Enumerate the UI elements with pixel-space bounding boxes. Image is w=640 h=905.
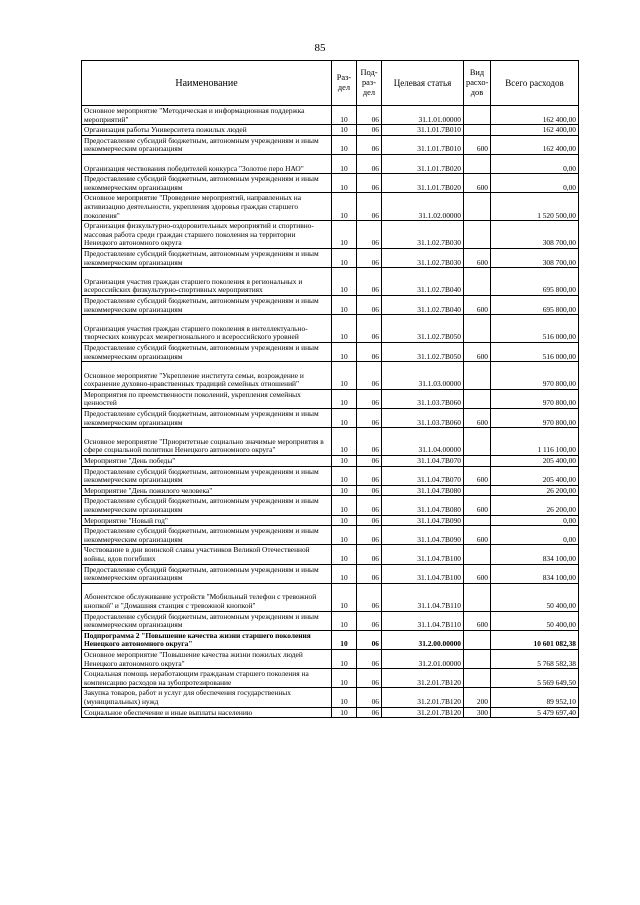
row-razdel: 10 [332,362,357,390]
row-podrazdel: 06 [357,707,382,718]
row-razdel: 10 [332,545,357,564]
row-podrazdel: 06 [357,106,382,125]
row-total: 162 400,00 [491,106,579,125]
table-row [82,496,579,515]
row-podrazdel: 06 [357,125,382,136]
row-name: Предоставление субсидий бюджетным, автономным учреждениям и иным некоммерческим организациям [82,135,332,154]
row-name: Мероприятия по преемственности поколений, укрепления семейных ценностей [82,389,332,408]
row-razdel: 10 [332,564,357,583]
table-row [82,466,579,485]
row-vid [464,630,491,649]
row-total: 834 100,00 [491,564,579,583]
row-razdel: 10 [332,583,357,611]
row-vid [464,456,491,467]
row-podrazdel: 06 [357,649,382,668]
row-vid: 600 [464,611,491,630]
row-razdel: 10 [332,630,357,649]
row-razdel: 10 [332,496,357,515]
row-celevaya: 31.2.00.00000 [382,630,464,649]
table-row [82,428,579,456]
row-vid: 600 [464,174,491,193]
row-celevaya: 31.1.01.7В010 [382,135,464,154]
row-razdel: 10 [332,707,357,718]
row-podrazdel: 06 [357,630,382,649]
row-total: 0,00 [491,515,579,526]
row-podrazdel: 06 [357,545,382,564]
row-total: 162 400,00 [491,135,579,154]
row-vid: 600 [464,248,491,267]
row-name: Основное мероприятие "Приоритетные социально значимые мероприятия в сфере социальной политики Ненецкого автономного округа" [82,428,332,456]
row-vid [464,193,491,221]
row-name: Предоставление субсидий бюджетным, автономным учреждениям и иным некоммерческим организациям [82,564,332,583]
row-total: 0,00 [491,154,579,173]
row-celevaya: 31.1.04.7В070 [382,466,464,485]
row-vid [464,428,491,456]
row-name: Предоставление субсидий бюджетным, автономным учреждениям и иным некоммерческим организациям [82,174,332,193]
row-name: Предоставление субсидий бюджетным, автономным учреждениям и иным некоммерческим организациям [82,526,332,545]
row-podrazdel: 06 [357,362,382,390]
row-vid [464,315,491,343]
table-row [82,362,579,390]
row-total: 10 601 082,38 [491,630,579,649]
row-total: 26 200,00 [491,485,579,496]
table-row [82,389,579,408]
row-razdel: 10 [332,193,357,221]
table-row [82,649,579,668]
row-podrazdel: 06 [357,583,382,611]
row-celevaya: 31.2.01.00000 [382,649,464,668]
row-vid [464,389,491,408]
row-name: Основное мероприятие "Методическая и информационная поддержка мероприятий" [82,106,332,125]
table-row [82,154,579,173]
table-row [82,106,579,125]
row-vid [464,583,491,611]
row-vid: 600 [464,295,491,314]
header-total: Всего расходов [491,61,579,106]
table-row [82,688,579,707]
row-name: Предоставление субсидий бюджетным, автономным учреждениям и иным некоммерческим организациям [82,611,332,630]
row-name: Мероприятие "День пожилого человека" [82,485,332,496]
row-vid [464,649,491,668]
row-name: Организация физкультурно-оздоровительных мероприятий и спортивно-массовая работа среди граждан старшего поколения на территории Ненецкого автономного округа [82,221,332,249]
row-podrazdel: 06 [357,456,382,467]
row-name: Организация работы Университета пожилых людей [82,125,332,136]
row-razdel: 10 [332,315,357,343]
row-total: 205 400,00 [491,456,579,467]
row-razdel: 10 [332,428,357,456]
row-razdel: 10 [332,342,357,361]
page-number: 85 [314,42,326,54]
table-row [82,125,579,136]
table-row [82,583,579,611]
row-vid [464,125,491,136]
row-podrazdel: 06 [357,526,382,545]
expenses-table [81,60,579,718]
row-vid [464,154,491,173]
row-razdel: 10 [332,526,357,545]
row-podrazdel: 06 [357,611,382,630]
row-name: Организация участия граждан старшего поколения в интеллектуально-творческих конкурсах межрегионального и всероссийского уровней [82,315,332,343]
row-podrazdel: 06 [357,466,382,485]
row-celevaya: 31.2.01.7В120 [382,669,464,688]
row-total: 695 800,00 [491,295,579,314]
row-podrazdel: 06 [357,135,382,154]
row-celevaya: 31.1.03.7В060 [382,409,464,428]
header-vid: Вид расхо-дов [464,61,491,106]
row-podrazdel: 06 [357,248,382,267]
row-razdel: 10 [332,248,357,267]
table-row [82,545,579,564]
row-celevaya: 31.1.01.7В020 [382,174,464,193]
row-name: Закупка товаров, работ и услуг для обеспечения государственных (муниципальных) нужд [82,688,332,707]
row-total: 308 700,00 [491,221,579,249]
row-celevaya: 31.1.01.7В020 [382,154,464,173]
row-total: 970 800,00 [491,362,579,390]
row-vid [464,669,491,688]
row-name: Социальное обеспечение и иные выплаты населению [82,707,332,718]
row-celevaya: 31.1.02.7В050 [382,342,464,361]
row-vid [464,268,491,296]
row-total: 970 800,00 [491,409,579,428]
header-razdel: Раз-дел [332,61,357,106]
row-total: 5 479 697,40 [491,707,579,718]
row-razdel: 10 [332,154,357,173]
row-total: 50 400,00 [491,583,579,611]
row-celevaya: 31.1.03.7В060 [382,389,464,408]
table-row [82,707,579,718]
row-name: Основное мероприятие "Проведение мероприятий, направленных на активизацию деятельности, укрепления здоровья граждан старшего поколения" [82,193,332,221]
row-razdel: 10 [332,456,357,467]
row-name: Мероприятие "Новый год" [82,515,332,526]
row-name: Предоставление субсидий бюджетным, автономным учреждениям и иным некоммерческим организациям [82,248,332,267]
table-header-row [82,61,579,106]
row-name: Организация чествования победителей конкурса "Золотое перо НАО" [82,154,332,173]
row-podrazdel: 06 [357,154,382,173]
row-vid: 600 [464,409,491,428]
row-celevaya: 31.1.02.7В030 [382,221,464,249]
row-name: Предоставление субсидий бюджетным, автономным учреждениям и иным некоммерческим организациям [82,496,332,515]
table-row [82,564,579,583]
row-total: 162 400,00 [491,125,579,136]
row-name: Абонентское обслуживание устройств "Мобильный телефон с тревожной кнопкой" и "Домашняя станция с тревожной кнопкой" [82,583,332,611]
row-razdel: 10 [332,485,357,496]
row-razdel: 10 [332,409,357,428]
row-vid: 600 [464,526,491,545]
row-razdel: 10 [332,135,357,154]
row-name: Предоставление субсидий бюджетным, автономным учреждениям и иным некоммерческим организациям [82,409,332,428]
row-celevaya: 31.1.02.7В040 [382,268,464,296]
row-razdel: 10 [332,515,357,526]
row-podrazdel: 06 [357,342,382,361]
row-name: Основное мероприятие "Укрепление института семьи, возрождение и сохранение духовно-нравственных традиций семейных отношений" [82,362,332,390]
table-row [82,630,579,649]
table-row [82,193,579,221]
table-row [82,221,579,249]
row-podrazdel: 06 [357,193,382,221]
table-row [82,669,579,688]
row-celevaya: 31.2.01.7В120 [382,688,464,707]
row-name: Предоставление субсидий бюджетным, автономным учреждениям и иным некоммерческим организациям [82,466,332,485]
row-podrazdel: 06 [357,174,382,193]
row-podrazdel: 06 [357,389,382,408]
row-celevaya: 31.1.01.7В010 [382,125,464,136]
row-name: Чествование в дни воинской славы участников Великой Отечественной войны, вдов погибших [82,545,332,564]
row-vid: 600 [464,496,491,515]
row-celevaya: 31.1.04.7В110 [382,583,464,611]
row-podrazdel: 06 [357,221,382,249]
row-vid: 300 [464,707,491,718]
row-razdel: 10 [332,221,357,249]
row-razdel: 10 [332,649,357,668]
row-razdel: 10 [332,125,357,136]
row-celevaya: 31.1.03.00000 [382,362,464,390]
row-vid [464,106,491,125]
row-vid [464,545,491,564]
row-celevaya: 31.1.04.7В080 [382,496,464,515]
row-celevaya: 31.1.04.00000 [382,428,464,456]
row-name: Мероприятие "День победы" [82,456,332,467]
table-row [82,315,579,343]
header-name: Наименование [82,61,332,106]
row-razdel: 10 [332,268,357,296]
row-vid: 600 [464,466,491,485]
row-vid: 200 [464,688,491,707]
row-name: Основное мероприятие "Повышение качества жизни пожилых людей Ненецкого автономного округа" [82,649,332,668]
row-total: 26 200,00 [491,496,579,515]
table-row [82,526,579,545]
row-total: 205 400,00 [491,466,579,485]
row-total: 516 000,00 [491,342,579,361]
row-celevaya: 31.1.04.7В090 [382,526,464,545]
row-celevaya: 31.1.02.00000 [382,193,464,221]
row-total: 5 768 582,38 [491,649,579,668]
row-podrazdel: 06 [357,564,382,583]
row-vid [464,362,491,390]
row-total: 5 569 649,50 [491,669,579,688]
table-row [82,295,579,314]
row-celevaya: 31.1.02.7В050 [382,315,464,343]
row-podrazdel: 06 [357,295,382,314]
table-row [82,268,579,296]
table-row [82,611,579,630]
header-podrazdel: Под-раз-дел [357,61,382,106]
header-celevaya: Целевая статья [382,61,464,106]
row-name: Организация участия граждан старшего поколения в региональных и всероссийских физкультурно-спортивных мероприятиях [82,268,332,296]
row-total: 695 800,00 [491,268,579,296]
row-name: Предоставление субсидий бюджетным, автономным учреждениям и иным некоммерческим организациям [82,295,332,314]
row-total: 516 000,00 [491,315,579,343]
row-vid [464,221,491,249]
row-razdel: 10 [332,688,357,707]
row-total: 834 100,00 [491,545,579,564]
row-total: 89 952,10 [491,688,579,707]
row-razdel: 10 [332,106,357,125]
row-total: 0,00 [491,174,579,193]
row-celevaya: 31.1.04.7В100 [382,564,464,583]
row-total: 0,00 [491,526,579,545]
table-row [82,135,579,154]
row-celevaya: 31.1.04.7В080 [382,485,464,496]
row-razdel: 10 [332,466,357,485]
row-vid [464,485,491,496]
row-razdel: 10 [332,174,357,193]
row-razdel: 10 [332,669,357,688]
row-podrazdel: 06 [357,409,382,428]
row-name: Подпрограмма 2 "Повышение качества жизни старшего поколения Ненецкого автономного округа" [82,630,332,649]
row-celevaya: 31.1.04.7В110 [382,611,464,630]
table-row [82,409,579,428]
row-name: Предоставление субсидий бюджетным, автономным учреждениям и иным некоммерческим организациям [82,342,332,361]
row-vid [464,515,491,526]
row-podrazdel: 06 [357,485,382,496]
row-podrazdel: 06 [357,496,382,515]
row-podrazdel: 06 [357,268,382,296]
row-celevaya: 31.1.04.7В100 [382,545,464,564]
row-razdel: 10 [332,295,357,314]
row-total: 970 800,00 [491,389,579,408]
table-row [82,515,579,526]
row-total: 308 700,00 [491,248,579,267]
row-podrazdel: 06 [357,315,382,343]
row-total: 1 520 500,00 [491,193,579,221]
row-celevaya: 31.1.04.7В090 [382,515,464,526]
row-celevaya: 31.1.02.7В040 [382,295,464,314]
row-podrazdel: 06 [357,669,382,688]
row-celevaya: 31.1.01.00000 [382,106,464,125]
row-celevaya: 31.1.04.7В070 [382,456,464,467]
row-vid: 600 [464,135,491,154]
table-row [82,248,579,267]
row-razdel: 10 [332,389,357,408]
row-razdel: 10 [332,611,357,630]
row-podrazdel: 06 [357,515,382,526]
row-vid: 600 [464,342,491,361]
row-name: Социальная помощь неработающим гражданам старшего поколения на компенсацию расходов на зубопротезирование [82,669,332,688]
row-total: 1 116 100,00 [491,428,579,456]
row-podrazdel: 06 [357,428,382,456]
table-row [82,456,579,467]
table-row [82,485,579,496]
table-row [82,174,579,193]
table-row [82,342,579,361]
row-celevaya: 31.1.02.7В030 [382,248,464,267]
row-vid: 600 [464,564,491,583]
row-celevaya: 31.2.01.7В120 [382,707,464,718]
row-total: 50 400,00 [491,611,579,630]
row-podrazdel: 06 [357,688,382,707]
